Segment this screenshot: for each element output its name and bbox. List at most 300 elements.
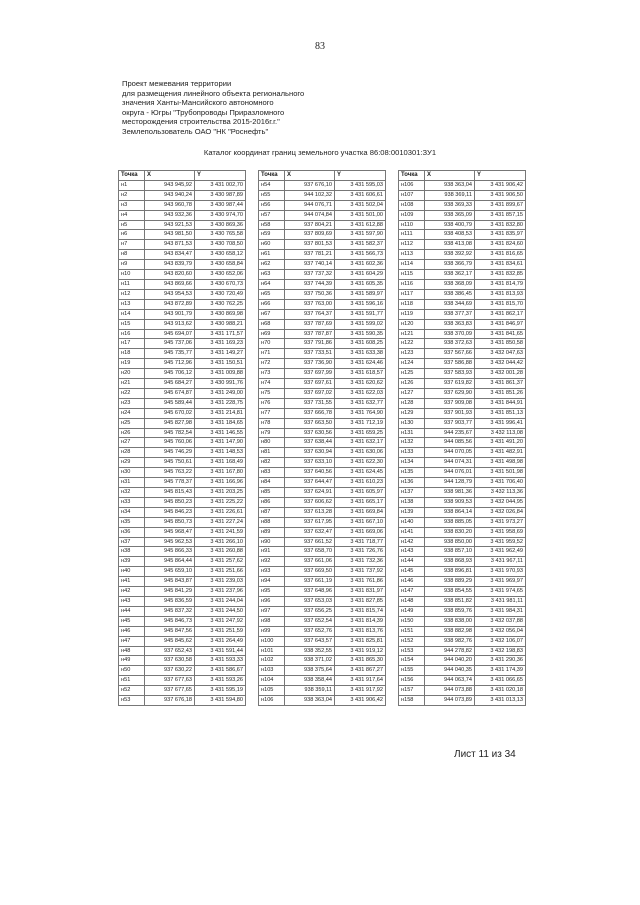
table-row — [399, 606, 526, 616]
y-coordinate-cell: 3 431 827,85 — [335, 596, 386, 606]
table-row — [399, 388, 526, 398]
point-id-cell: н99 — [259, 626, 285, 636]
table-row — [399, 527, 526, 537]
point-id-cell: н75 — [259, 388, 285, 398]
table-row — [119, 230, 246, 240]
point-id-cell: н30 — [119, 468, 145, 478]
point-id-cell: н136 — [399, 478, 425, 488]
table-row — [259, 596, 386, 606]
x-coordinate-cell: 937 630,56 — [285, 428, 335, 438]
y-coordinate-cell: 3 431 831,97 — [335, 587, 386, 597]
point-id-cell: н78 — [259, 418, 285, 428]
y-coordinate-cell: 3 431 814,39 — [335, 616, 386, 626]
table-row — [399, 379, 526, 389]
table-row — [399, 339, 526, 349]
table-row — [399, 438, 526, 448]
y-coordinate-cell: 3 431 624,46 — [335, 359, 386, 369]
point-id-cell: н56 — [259, 200, 285, 210]
y-coordinate-cell: 3 430 991,76 — [195, 379, 246, 389]
point-id-cell: н91 — [259, 547, 285, 557]
x-coordinate-cell: 945 843,87 — [145, 577, 195, 587]
y-coordinate-cell: 3 431 591,44 — [195, 646, 246, 656]
table-row — [119, 488, 246, 498]
x-coordinate-cell: 943 820,60 — [145, 270, 195, 280]
table-row — [399, 517, 526, 527]
column-header-x: X — [285, 171, 335, 181]
x-coordinate-cell: 938 868,93 — [425, 557, 475, 567]
x-coordinate-cell: 938 365,09 — [425, 210, 475, 220]
table-row — [259, 587, 386, 597]
table-row — [119, 359, 246, 369]
point-id-cell: н23 — [119, 398, 145, 408]
point-id-cell: н110 — [399, 220, 425, 230]
table-row — [259, 230, 386, 240]
point-id-cell: н126 — [399, 379, 425, 389]
point-id-cell: н90 — [259, 537, 285, 547]
point-id-cell: н156 — [399, 676, 425, 686]
y-coordinate-cell: 3 431 825,81 — [335, 636, 386, 646]
y-coordinate-cell: 3 432 044,42 — [475, 359, 526, 369]
table-row — [119, 567, 246, 577]
x-coordinate-cell: 944 074,31 — [425, 458, 475, 468]
table-row — [399, 250, 526, 260]
x-coordinate-cell: 937 632,47 — [285, 527, 335, 537]
coordinates-table-3 — [398, 170, 526, 706]
table-row — [259, 220, 386, 230]
point-id-cell: н96 — [259, 596, 285, 606]
point-id-cell: н158 — [399, 696, 425, 706]
x-coordinate-cell: 937 656,25 — [285, 606, 335, 616]
y-coordinate-cell: 3 432 026,84 — [475, 507, 526, 517]
y-coordinate-cell: 3 431 501,98 — [475, 468, 526, 478]
table-row — [399, 557, 526, 567]
point-id-cell: н58 — [259, 220, 285, 230]
table-row — [399, 577, 526, 587]
table-row — [399, 428, 526, 438]
table-row — [399, 626, 526, 636]
table-row — [399, 398, 526, 408]
point-id-cell: н146 — [399, 577, 425, 587]
y-coordinate-cell: 3 431 174,39 — [475, 666, 526, 676]
y-coordinate-cell: 3 432 198,83 — [475, 646, 526, 656]
x-coordinate-cell: 943 921,53 — [145, 220, 195, 230]
table-row — [399, 616, 526, 626]
y-coordinate-cell: 3 431 832,80 — [475, 220, 526, 230]
x-coordinate-cell: 938 363,04 — [285, 696, 335, 706]
y-coordinate-cell: 3 432 047,63 — [475, 349, 526, 359]
table-row — [119, 418, 246, 428]
table-row — [259, 190, 386, 200]
point-id-cell: н57 — [259, 210, 285, 220]
point-id-cell: н123 — [399, 349, 425, 359]
point-id-cell: н64 — [259, 279, 285, 289]
table-row — [119, 388, 246, 398]
table-row — [259, 468, 386, 478]
y-coordinate-cell: 3 432 037,88 — [475, 616, 526, 626]
y-coordinate-cell: 3 431 608,25 — [335, 339, 386, 349]
x-coordinate-cell: 943 871,53 — [145, 240, 195, 250]
x-coordinate-cell: 938 369,11 — [425, 190, 475, 200]
y-coordinate-cell: 3 431 958,69 — [475, 527, 526, 537]
point-id-cell: н144 — [399, 557, 425, 567]
x-coordinate-cell: 938 981,36 — [425, 488, 475, 498]
point-id-cell: н51 — [119, 676, 145, 686]
x-coordinate-cell: 938 392,92 — [425, 250, 475, 260]
y-coordinate-cell: 3 431 815,70 — [475, 299, 526, 309]
point-id-cell: н95 — [259, 587, 285, 597]
x-coordinate-cell: 945 846,73 — [145, 616, 195, 626]
point-id-cell: н6 — [119, 230, 145, 240]
point-id-cell: н34 — [119, 507, 145, 517]
coordinates-table-1 — [118, 170, 246, 706]
point-id-cell: н111 — [399, 230, 425, 240]
header-line: значения Ханты-Мансийского автономного — [122, 98, 274, 108]
table-row — [399, 547, 526, 557]
table-row — [259, 349, 386, 359]
x-coordinate-cell: 943 940,24 — [145, 190, 195, 200]
y-coordinate-cell: 3 431 586,67 — [195, 666, 246, 676]
column-header-y: Y — [195, 171, 246, 181]
point-id-cell: н100 — [259, 636, 285, 646]
table-row — [119, 289, 246, 299]
x-coordinate-cell: 937 787,69 — [285, 319, 335, 329]
y-coordinate-cell: 3 431 602,36 — [335, 260, 386, 270]
x-coordinate-cell: 937 740,14 — [285, 260, 335, 270]
table-row — [119, 547, 246, 557]
x-coordinate-cell: 937 697,02 — [285, 388, 335, 398]
point-id-cell: н143 — [399, 547, 425, 557]
y-coordinate-cell: 3 431 834,61 — [475, 260, 526, 270]
y-coordinate-cell: 3 431 669,06 — [335, 527, 386, 537]
table-row — [259, 270, 386, 280]
table-row — [259, 527, 386, 537]
x-coordinate-cell: 945 837,32 — [145, 606, 195, 616]
x-coordinate-cell: 945 778,37 — [145, 478, 195, 488]
y-coordinate-cell: 3 431 850,58 — [475, 339, 526, 349]
x-coordinate-cell: 937 653,03 — [285, 596, 335, 606]
x-coordinate-cell: 937 652,54 — [285, 616, 335, 626]
point-id-cell: н118 — [399, 299, 425, 309]
point-id-cell: н32 — [119, 488, 145, 498]
column-header-point: Точка — [119, 171, 145, 181]
table-row — [259, 369, 386, 379]
y-coordinate-cell: 3 431 970,93 — [475, 567, 526, 577]
table-row — [259, 339, 386, 349]
point-id-cell: н157 — [399, 686, 425, 696]
point-id-cell: н60 — [259, 240, 285, 250]
table-row — [399, 468, 526, 478]
x-coordinate-cell: 938 859,76 — [425, 606, 475, 616]
table-row — [399, 537, 526, 547]
point-id-cell: н139 — [399, 507, 425, 517]
y-coordinate-cell: 3 431 002,70 — [195, 180, 246, 190]
table-row — [119, 438, 246, 448]
point-id-cell: н98 — [259, 616, 285, 626]
x-coordinate-cell: 945 706,12 — [145, 369, 195, 379]
table-row — [399, 666, 526, 676]
point-id-cell: н155 — [399, 666, 425, 676]
table-row — [399, 676, 526, 686]
point-id-cell: н29 — [119, 458, 145, 468]
y-coordinate-cell: 3 431 593,26 — [195, 676, 246, 686]
table-row — [399, 240, 526, 250]
y-coordinate-cell: 3 431 620,62 — [335, 379, 386, 389]
table-row — [259, 398, 386, 408]
point-id-cell: н12 — [119, 289, 145, 299]
point-id-cell: н102 — [259, 656, 285, 666]
point-id-cell: н94 — [259, 577, 285, 587]
x-coordinate-cell: 937 629,90 — [425, 388, 475, 398]
table-row — [259, 616, 386, 626]
table-row — [259, 507, 386, 517]
table-row — [119, 497, 246, 507]
x-coordinate-cell: 945 815,43 — [145, 488, 195, 498]
point-id-cell: н107 — [399, 190, 425, 200]
x-coordinate-cell: 938 909,53 — [425, 497, 475, 507]
x-coordinate-cell: 937 676,10 — [285, 180, 335, 190]
y-coordinate-cell: 3 431 917,92 — [335, 686, 386, 696]
y-coordinate-cell: 3 431 596,16 — [335, 299, 386, 309]
x-coordinate-cell: 938 400,79 — [425, 220, 475, 230]
point-id-cell: н47 — [119, 636, 145, 646]
point-id-cell: н82 — [259, 458, 285, 468]
point-id-cell: н125 — [399, 369, 425, 379]
x-coordinate-cell: 938 358,44 — [285, 676, 335, 686]
table-row — [119, 319, 246, 329]
y-coordinate-cell: 3 431 630,06 — [335, 448, 386, 458]
point-id-cell: н86 — [259, 497, 285, 507]
y-coordinate-cell: 3 431 591,77 — [335, 309, 386, 319]
column-header-y: Y — [475, 171, 526, 181]
x-coordinate-cell: 937 669,50 — [285, 567, 335, 577]
point-id-cell: н151 — [399, 626, 425, 636]
header-line: для размещения линейного объекта регионального — [122, 88, 305, 98]
x-coordinate-cell: 945 674,87 — [145, 388, 195, 398]
point-id-cell: н1 — [119, 180, 145, 190]
x-coordinate-cell: 937 737,32 — [285, 270, 335, 280]
y-coordinate-cell: 3 431 612,88 — [335, 220, 386, 230]
x-coordinate-cell: 943 913,62 — [145, 319, 195, 329]
point-id-cell: н28 — [119, 448, 145, 458]
y-coordinate-cell: 3 430 708,50 — [195, 240, 246, 250]
y-coordinate-cell: 3 431 846,97 — [475, 319, 526, 329]
x-coordinate-cell: 937 661,52 — [285, 537, 335, 547]
y-coordinate-cell: 3 431 237,96 — [195, 587, 246, 597]
point-id-cell: н152 — [399, 636, 425, 646]
point-id-cell: н80 — [259, 438, 285, 448]
x-coordinate-cell: 945 735,77 — [145, 349, 195, 359]
x-coordinate-cell: 944 128,79 — [425, 478, 475, 488]
column-header-point: Точка — [399, 171, 425, 181]
y-coordinate-cell: 3 431 841,65 — [475, 329, 526, 339]
y-coordinate-cell: 3 431 712,19 — [335, 418, 386, 428]
x-coordinate-cell: 937 661,19 — [285, 577, 335, 587]
x-coordinate-cell: 938 413,08 — [425, 240, 475, 250]
table-row — [399, 260, 526, 270]
y-coordinate-cell: 3 431 706,40 — [475, 478, 526, 488]
table-row — [259, 458, 386, 468]
table-row — [259, 567, 386, 577]
y-coordinate-cell: 3 431 589,97 — [335, 289, 386, 299]
y-coordinate-cell: 3 431 184,65 — [195, 418, 246, 428]
table-row — [399, 636, 526, 646]
y-coordinate-cell: 3 432 056,04 — [475, 626, 526, 636]
x-coordinate-cell: 937 652,76 — [285, 626, 335, 636]
point-id-cell: н9 — [119, 260, 145, 270]
x-coordinate-cell: 945 589,44 — [145, 398, 195, 408]
y-coordinate-cell: 3 431 566,73 — [335, 250, 386, 260]
table-row — [259, 418, 386, 428]
point-id-cell: н84 — [259, 478, 285, 488]
y-coordinate-cell: 3 430 974,70 — [195, 210, 246, 220]
y-coordinate-cell: 3 431 147,90 — [195, 438, 246, 448]
point-id-cell: н54 — [259, 180, 285, 190]
y-coordinate-cell: 3 431 244,04 — [195, 596, 246, 606]
x-coordinate-cell: 937 764,37 — [285, 309, 335, 319]
x-coordinate-cell: 937 781,21 — [285, 250, 335, 260]
table-row — [259, 696, 386, 706]
y-coordinate-cell: 3 431 597,90 — [335, 230, 386, 240]
point-id-cell: н19 — [119, 359, 145, 369]
point-id-cell: н2 — [119, 190, 145, 200]
point-id-cell: н141 — [399, 527, 425, 537]
x-coordinate-cell: 938 882,98 — [425, 626, 475, 636]
point-id-cell: н50 — [119, 666, 145, 676]
x-coordinate-cell: 938 366,79 — [425, 260, 475, 270]
y-coordinate-cell: 3 431 491,20 — [475, 438, 526, 448]
x-coordinate-cell: 944 070,05 — [425, 448, 475, 458]
y-coordinate-cell: 3 431 967,11 — [475, 557, 526, 567]
y-coordinate-cell: 3 431 593,33 — [195, 656, 246, 666]
y-coordinate-cell: 3 431 813,76 — [335, 626, 386, 636]
point-id-cell: н67 — [259, 309, 285, 319]
table-row — [119, 686, 246, 696]
y-coordinate-cell: 3 432 106,07 — [475, 636, 526, 646]
table-row — [399, 369, 526, 379]
table-row — [399, 210, 526, 220]
x-coordinate-cell: 945 850,73 — [145, 517, 195, 527]
table-row — [259, 478, 386, 488]
point-id-cell: н81 — [259, 448, 285, 458]
table-row — [399, 418, 526, 428]
point-id-cell: н133 — [399, 448, 425, 458]
y-coordinate-cell: 3 432 044,95 — [475, 497, 526, 507]
point-id-cell: н115 — [399, 270, 425, 280]
y-coordinate-cell: 3 431 816,65 — [475, 250, 526, 260]
x-coordinate-cell: 937 903,77 — [425, 418, 475, 428]
table-row — [119, 180, 246, 190]
table-row — [119, 329, 246, 339]
point-id-cell: н135 — [399, 468, 425, 478]
y-coordinate-cell: 3 430 670,73 — [195, 279, 246, 289]
point-id-cell: н116 — [399, 279, 425, 289]
x-coordinate-cell: 938 370,09 — [425, 329, 475, 339]
table-row — [259, 388, 386, 398]
y-coordinate-cell: 3 431 865,30 — [335, 656, 386, 666]
point-id-cell: н119 — [399, 309, 425, 319]
x-coordinate-cell: 944 073,88 — [425, 686, 475, 696]
table-row — [399, 478, 526, 488]
table-row — [399, 587, 526, 597]
x-coordinate-cell: 937 638,44 — [285, 438, 335, 448]
x-coordinate-cell: 943 954,53 — [145, 289, 195, 299]
x-coordinate-cell: 945 841,29 — [145, 587, 195, 597]
table-row — [119, 616, 246, 626]
table-row — [259, 200, 386, 210]
x-coordinate-cell: 945 670,02 — [145, 408, 195, 418]
catalog-caption: Каталог координат границ земельного участка 86:08:0010301:ЗУ1 — [203, 148, 437, 157]
x-coordinate-cell: 938 857,10 — [425, 547, 475, 557]
table-row — [259, 547, 386, 557]
point-id-cell: н61 — [259, 250, 285, 260]
x-coordinate-cell: 938 359,11 — [285, 686, 335, 696]
x-coordinate-cell: 945 864,44 — [145, 557, 195, 567]
y-coordinate-cell: 3 431 669,84 — [335, 507, 386, 517]
y-coordinate-cell: 3 431 594,80 — [195, 696, 246, 706]
point-id-cell: н59 — [259, 230, 285, 240]
y-coordinate-cell: 3 431 862,17 — [475, 309, 526, 319]
table-row — [119, 676, 246, 686]
point-id-cell: н11 — [119, 279, 145, 289]
table-row — [119, 270, 246, 280]
point-id-cell: н4 — [119, 210, 145, 220]
y-coordinate-cell: 3 430 720,49 — [195, 289, 246, 299]
x-coordinate-cell: 937 630,22 — [145, 666, 195, 676]
table-row — [119, 339, 246, 349]
x-coordinate-cell: 937 644,47 — [285, 478, 335, 488]
y-coordinate-cell: 3 431 214,81 — [195, 408, 246, 418]
x-coordinate-cell: 944 040,35 — [425, 666, 475, 676]
table-row — [259, 260, 386, 270]
table-row — [399, 408, 526, 418]
y-coordinate-cell: 3 431 737,92 — [335, 567, 386, 577]
y-coordinate-cell: 3 431 605,35 — [335, 279, 386, 289]
x-coordinate-cell: 945 968,47 — [145, 527, 195, 537]
table-row — [259, 666, 386, 676]
x-coordinate-cell: 937 763,00 — [285, 299, 335, 309]
point-id-cell: н72 — [259, 359, 285, 369]
y-coordinate-cell: 3 431 899,67 — [475, 200, 526, 210]
x-coordinate-cell: 937 666,78 — [285, 408, 335, 418]
y-coordinate-cell: 3 430 765,58 — [195, 230, 246, 240]
x-coordinate-cell: 937 697,99 — [285, 369, 335, 379]
table-row — [399, 190, 526, 200]
x-coordinate-cell: 938 372,63 — [425, 339, 475, 349]
x-coordinate-cell: 938 371,02 — [285, 656, 335, 666]
x-coordinate-cell: 945 782,54 — [145, 428, 195, 438]
x-coordinate-cell: 944 102,32 — [285, 190, 335, 200]
x-coordinate-cell: 945 827,98 — [145, 418, 195, 428]
table-row — [119, 398, 246, 408]
x-coordinate-cell: 937 697,61 — [285, 379, 335, 389]
point-id-cell: н109 — [399, 210, 425, 220]
x-coordinate-cell: 937 676,18 — [145, 696, 195, 706]
table-row — [259, 686, 386, 696]
y-coordinate-cell: 3 431 266,10 — [195, 537, 246, 547]
point-id-cell: н42 — [119, 587, 145, 597]
x-coordinate-cell: 938 851,82 — [425, 596, 475, 606]
table-row — [399, 686, 526, 696]
table-row — [399, 488, 526, 498]
header-line: Землепользователь ОАО "НК "Роснефть" — [122, 126, 269, 136]
point-id-cell: н33 — [119, 497, 145, 507]
point-id-cell: н104 — [259, 676, 285, 686]
x-coordinate-cell: 945 737,06 — [145, 339, 195, 349]
x-coordinate-cell: 937 791,86 — [285, 339, 335, 349]
table-row — [259, 488, 386, 498]
table-row — [119, 468, 246, 478]
x-coordinate-cell: 945 846,23 — [145, 507, 195, 517]
